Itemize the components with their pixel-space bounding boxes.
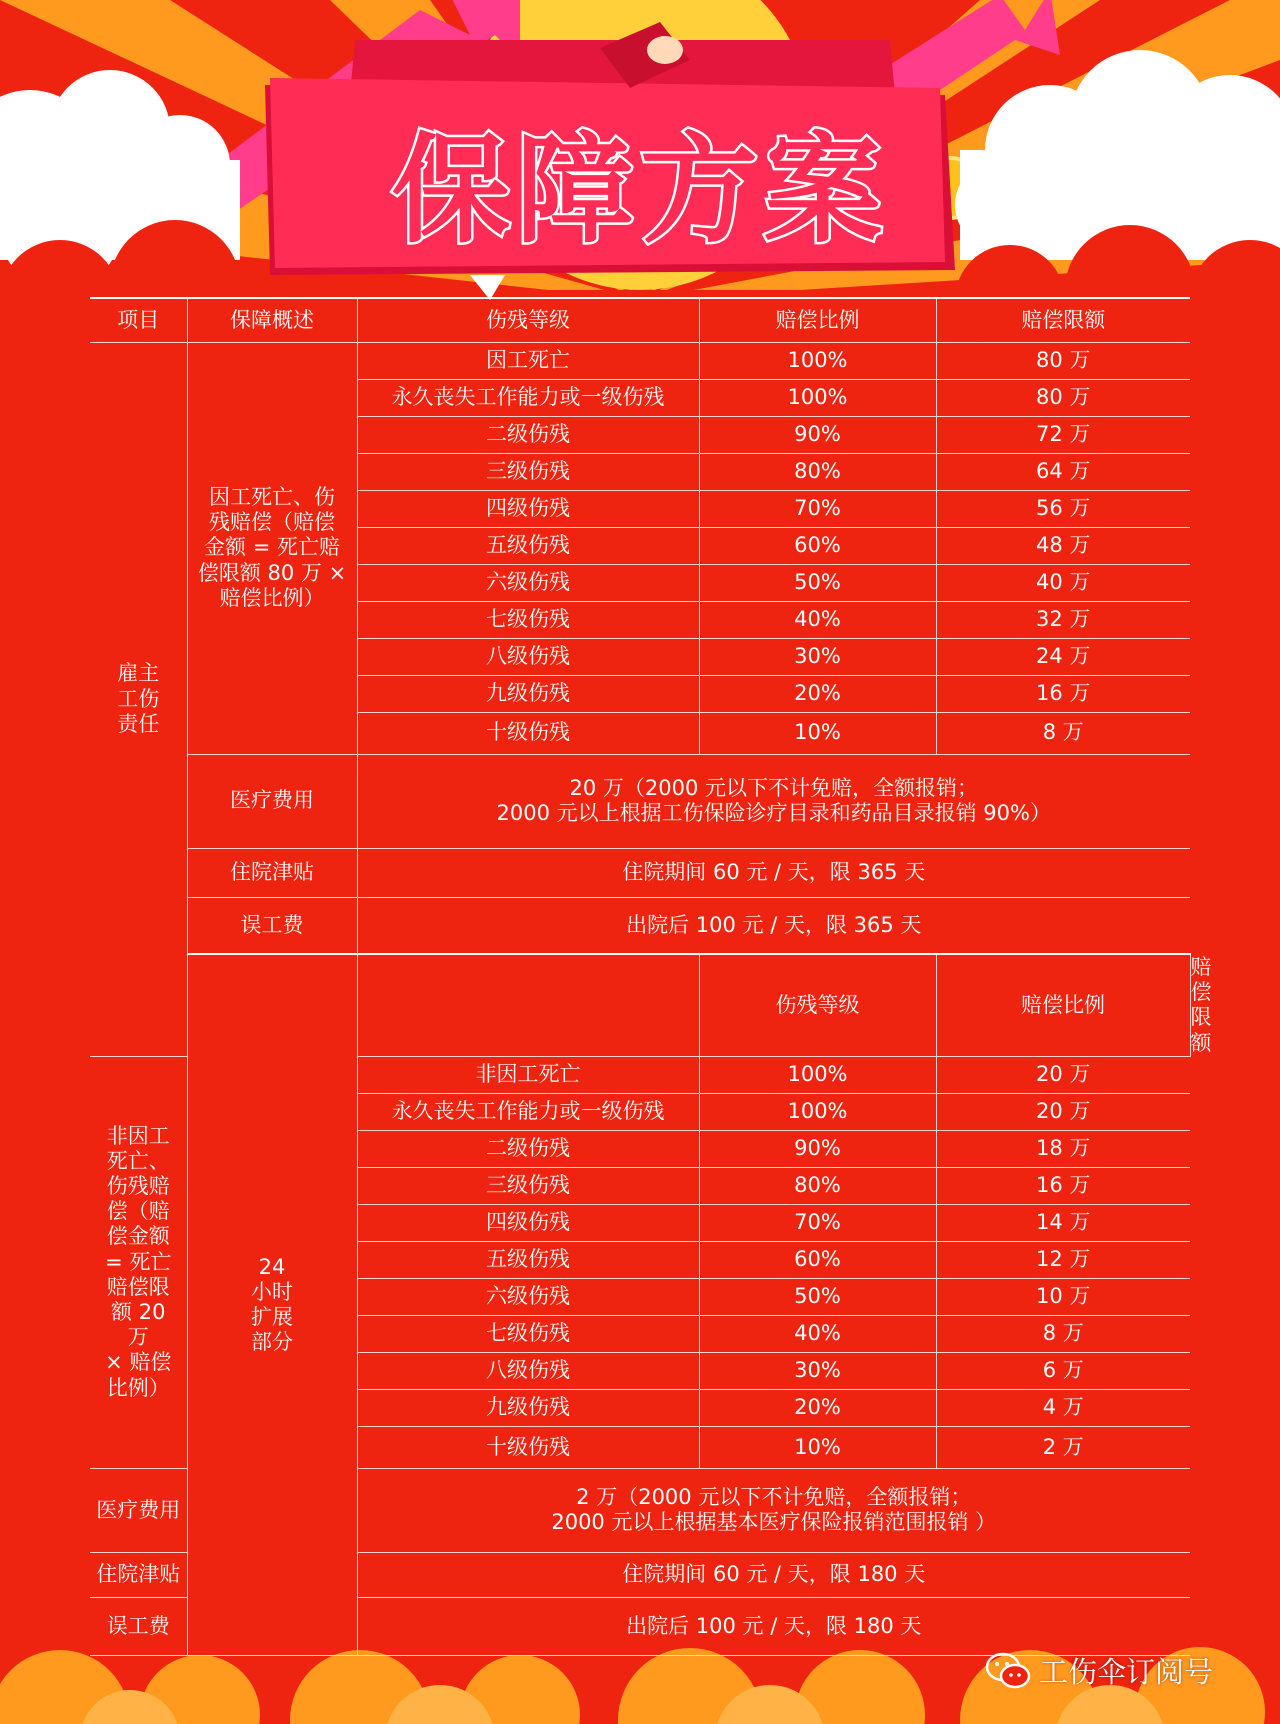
medical-value: 20 万（2000 元以下不计免赔，全额报销； 2000 元以上根据工伤保险诊疗目录和药品目录报销 90%） bbox=[357, 754, 1190, 848]
limit-cell: 10 万 bbox=[936, 1278, 1190, 1315]
grade-cell: 二级伤残 bbox=[357, 1130, 699, 1167]
lostwork-label: 误工费 bbox=[90, 1597, 187, 1655]
watermark bbox=[985, 1650, 1213, 1691]
limit-cell: 2 万 bbox=[936, 1426, 1190, 1468]
ratio-cell: 80% bbox=[699, 1167, 936, 1204]
ratio-cell: 70% bbox=[699, 1204, 936, 1241]
hospital-row bbox=[90, 848, 1190, 897]
limit-cell: 32 万 bbox=[936, 601, 1190, 638]
limit-cell: 40 万 bbox=[936, 564, 1190, 601]
grade-cell: 五级伤残 bbox=[357, 1241, 699, 1278]
grade-cell: 二级伤残 bbox=[357, 416, 699, 453]
ratio-cell: 60% bbox=[699, 1241, 936, 1278]
medical-label: 医疗费用 bbox=[90, 1468, 187, 1552]
limit-cell: 14 万 bbox=[936, 1204, 1190, 1241]
limit-cell: 80 万 bbox=[936, 379, 1190, 416]
limit-cell: 6 万 bbox=[936, 1352, 1190, 1389]
section1-category: 雇主 工伤 责任 bbox=[90, 342, 187, 1056]
ratio-cell: 80% bbox=[699, 453, 936, 490]
table-header-row bbox=[90, 298, 1190, 342]
section2-header-row bbox=[90, 954, 1190, 1056]
hospital-value: 住院期间 60 元 / 天，限 365 天 bbox=[357, 848, 1190, 897]
limit-cell: 64 万 bbox=[936, 453, 1190, 490]
header-ratio: 赔偿比例 bbox=[936, 954, 1190, 1056]
ratio-cell: 100% bbox=[699, 379, 936, 416]
lostwork-label: 误工费 bbox=[187, 897, 357, 954]
limit-cell: 18 万 bbox=[936, 1130, 1190, 1167]
ratio-cell: 100% bbox=[699, 1056, 936, 1093]
limit-cell: 72 万 bbox=[936, 416, 1190, 453]
table-row bbox=[90, 342, 1190, 379]
limit-cell: 8 万 bbox=[936, 712, 1190, 754]
grade-cell: 因工死亡 bbox=[357, 342, 699, 379]
grade-cell: 四级伤残 bbox=[357, 1204, 699, 1241]
hospital-label: 住院津贴 bbox=[90, 1552, 187, 1597]
ratio-cell: 100% bbox=[699, 342, 936, 379]
limit-cell: 80 万 bbox=[936, 342, 1190, 379]
ratio-cell: 90% bbox=[699, 1130, 936, 1167]
grade-cell: 七级伤残 bbox=[357, 1315, 699, 1352]
ratio-cell: 40% bbox=[699, 601, 936, 638]
ratio-cell: 60% bbox=[699, 527, 936, 564]
header-ratio: 赔偿比例 bbox=[699, 298, 936, 342]
ratio-cell: 100% bbox=[699, 1093, 936, 1130]
header-grade: 伤残等级 bbox=[699, 954, 936, 1056]
grade-cell: 非因工死亡 bbox=[357, 1056, 699, 1093]
section2-overview: 非因工死亡、 伤残赔偿（赔 偿金额 = 死亡 赔偿限额 20 万 × 赔偿比例） bbox=[90, 1056, 187, 1468]
grade-cell: 八级伤残 bbox=[357, 638, 699, 675]
limit-cell: 20 万 bbox=[936, 1093, 1190, 1130]
wechat-icon bbox=[985, 1651, 1031, 1691]
grade-cell: 永久丧失工作能力或一级伤残 bbox=[357, 379, 699, 416]
limit-cell: 12 万 bbox=[936, 1241, 1190, 1278]
ratio-cell: 50% bbox=[699, 1278, 936, 1315]
grade-cell: 五级伤残 bbox=[357, 527, 699, 564]
ratio-cell: 90% bbox=[699, 416, 936, 453]
ratio-cell: 10% bbox=[699, 712, 936, 754]
limit-cell: 4 万 bbox=[936, 1389, 1190, 1426]
section2-overview-header bbox=[357, 954, 699, 1056]
grade-cell: 七级伤残 bbox=[357, 601, 699, 638]
grade-cell: 九级伤残 bbox=[357, 1389, 699, 1426]
medical-row bbox=[90, 754, 1190, 848]
limit-cell: 24 万 bbox=[936, 638, 1190, 675]
grade-cell: 九级伤残 bbox=[357, 675, 699, 712]
lostwork-row bbox=[90, 897, 1190, 954]
ratio-cell: 30% bbox=[699, 638, 936, 675]
ratio-cell: 50% bbox=[699, 564, 936, 601]
section2-category: 24 小时 扩展 部分 bbox=[187, 954, 357, 1655]
page-title: 保障方案 bbox=[391, 121, 888, 259]
limit-cell: 16 万 bbox=[936, 1167, 1190, 1204]
limit-cell: 16 万 bbox=[936, 675, 1190, 712]
limit-cell: 48 万 bbox=[936, 527, 1190, 564]
medical-label: 医疗费用 bbox=[187, 754, 357, 848]
grade-cell: 十级伤残 bbox=[357, 1426, 699, 1468]
grade-cell: 六级伤残 bbox=[357, 564, 699, 601]
grade-cell: 六级伤残 bbox=[357, 1278, 699, 1315]
hospital-value: 住院期间 60 元 / 天，限 180 天 bbox=[357, 1552, 1190, 1597]
coverage-table bbox=[90, 297, 1190, 1656]
ratio-cell: 70% bbox=[699, 490, 936, 527]
watermark-text: 工伤伞订阅号 bbox=[1039, 1655, 1214, 1689]
ratio-cell: 10% bbox=[699, 1426, 936, 1468]
ratio-cell: 30% bbox=[699, 1352, 936, 1389]
header-grade: 伤残等级 bbox=[357, 298, 699, 342]
grade-cell: 十级伤残 bbox=[357, 712, 699, 754]
hospital-label: 住院津贴 bbox=[187, 848, 357, 897]
header-overview: 保障概述 bbox=[187, 298, 357, 342]
lostwork-value: 出院后 100 元 / 天，限 180 天 bbox=[357, 1597, 1190, 1655]
grade-cell: 三级伤残 bbox=[357, 453, 699, 490]
header-limit: 赔偿限额 bbox=[936, 298, 1190, 342]
lostwork-value: 出院后 100 元 / 天，限 365 天 bbox=[357, 897, 1190, 954]
grade-cell: 四级伤残 bbox=[357, 490, 699, 527]
ratio-cell: 20% bbox=[699, 1389, 936, 1426]
limit-cell: 56 万 bbox=[936, 490, 1190, 527]
grade-cell: 永久丧失工作能力或一级伤残 bbox=[357, 1093, 699, 1130]
medical-value: 2 万（2000 元以下不计免赔，全额报销； 2000 元以上根据基本医疗保险报销范围报销 ） bbox=[357, 1468, 1190, 1552]
limit-cell: 8 万 bbox=[936, 1315, 1190, 1352]
header-item: 项目 bbox=[90, 298, 187, 342]
ratio-cell: 40% bbox=[699, 1315, 936, 1352]
ratio-cell: 20% bbox=[699, 675, 936, 712]
grade-cell: 八级伤残 bbox=[357, 1352, 699, 1389]
limit-cell: 20 万 bbox=[936, 1056, 1190, 1093]
section1-overview: 因工死亡、伤 残赔偿（赔偿 金额 = 死亡赔 偿限额 80 万 × 赔偿比例） bbox=[187, 342, 357, 754]
grade-cell: 三级伤残 bbox=[357, 1167, 699, 1204]
